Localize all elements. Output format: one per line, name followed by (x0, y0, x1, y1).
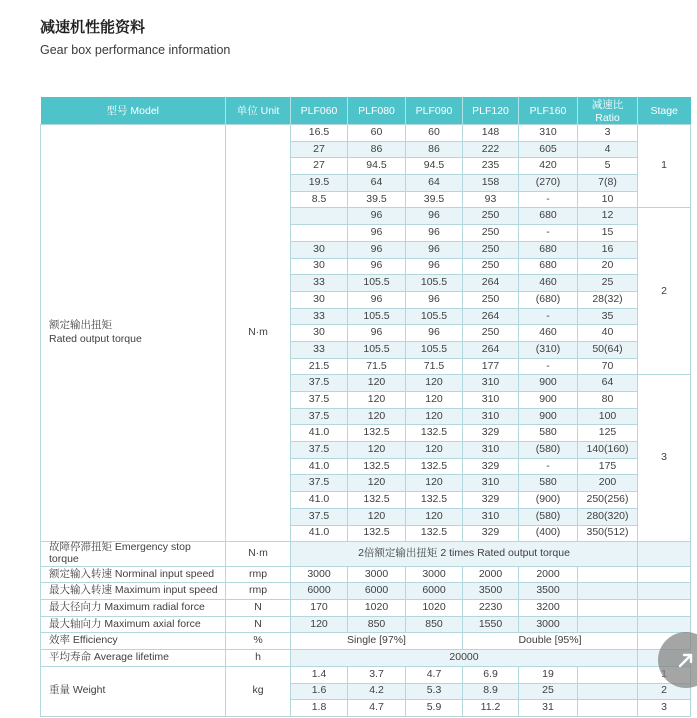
value-cell: 310 (519, 125, 578, 142)
value-cell: 30 (291, 258, 348, 275)
value-cell: 2000 (519, 566, 578, 583)
value-cell: 71.5 (348, 358, 406, 375)
ratio-cell: 28(32) (578, 291, 638, 308)
value-cell: 120 (406, 375, 463, 392)
spec-label-cell: 额定输入转速 Norminal input speed (41, 566, 226, 583)
value-cell: 105.5 (406, 341, 463, 358)
ratio-cell: 10 (578, 191, 638, 208)
value-cell: 37.5 (291, 408, 348, 425)
ratio-cell: 4 (578, 141, 638, 158)
value-cell: 27 (291, 158, 348, 175)
value-cell: 120 (348, 508, 406, 525)
ratio-cell: 70 (578, 358, 638, 375)
ratio-cell: 64 (578, 375, 638, 392)
value-cell: 2230 (463, 600, 519, 617)
value-cell: 3000 (519, 616, 578, 633)
value-cell: 120 (406, 392, 463, 409)
ratio-cell: 350(512) (578, 525, 638, 542)
value-cell: 21.5 (291, 358, 348, 375)
value-cell: 31 (519, 700, 578, 717)
value-cell: 250 (463, 225, 519, 242)
value-cell: 120 (291, 616, 348, 633)
value-cell: 3.7 (348, 666, 406, 683)
value-cell: 64 (406, 175, 463, 192)
value-cell: 250 (463, 258, 519, 275)
value-cell: 680 (519, 208, 578, 225)
value-cell: 41.0 (291, 525, 348, 542)
value-cell: 8.9 (463, 683, 519, 700)
value-cell: 132.5 (348, 425, 406, 442)
value-cell: 132.5 (348, 525, 406, 542)
table-row (41, 600, 691, 617)
spec-label-cell: 最大径向力 Maximum radial force (41, 600, 226, 617)
value-cell: 93 (463, 191, 519, 208)
col-header-plf090: PLF090 (406, 97, 463, 125)
ratio-empty-cell (578, 583, 638, 600)
value-cell: 33 (291, 308, 348, 325)
value-cell: 6000 (406, 583, 463, 600)
stage-cell: 2 (638, 208, 691, 375)
value-cell: 120 (406, 408, 463, 425)
value-cell: 94.5 (406, 158, 463, 175)
value-cell: 71.5 (406, 358, 463, 375)
stage-empty-cell (638, 600, 691, 617)
value-cell: 27 (291, 141, 348, 158)
value-cell: 3000 (406, 566, 463, 583)
ratio-cell: 80 (578, 392, 638, 409)
value-cell: 96 (348, 208, 406, 225)
value-cell: - (519, 225, 578, 242)
col-header-plf160: PLF160 (519, 97, 578, 125)
value-cell (291, 208, 348, 225)
value-cell: 6000 (291, 583, 348, 600)
ratio-empty-cell (578, 616, 638, 633)
table-row (41, 583, 691, 600)
value-cell: 264 (463, 341, 519, 358)
value-cell: 900 (519, 375, 578, 392)
value-cell: 33 (291, 275, 348, 292)
value-cell (291, 225, 348, 242)
ratio-cell: 16 (578, 241, 638, 258)
value-cell: 41.0 (291, 458, 348, 475)
ratio-cell: 3 (578, 125, 638, 142)
value-cell: 96 (348, 225, 406, 242)
value-cell: 19.5 (291, 175, 348, 192)
value-cell: 96 (406, 225, 463, 242)
ratio-empty-cell (578, 566, 638, 583)
value-cell: 580 (519, 425, 578, 442)
ratio-cell: 7(8) (578, 175, 638, 192)
table-row (41, 633, 691, 650)
ratio-cell: 100 (578, 408, 638, 425)
ratio-empty-cell (578, 700, 638, 717)
value-cell: 120 (406, 442, 463, 459)
value-cell: 132.5 (348, 458, 406, 475)
value-cell: 96 (348, 258, 406, 275)
value-cell: - (519, 358, 578, 375)
value-cell: 132.5 (406, 492, 463, 509)
value-cell: 60 (406, 125, 463, 142)
spec-label-cell: 最大轴向力 Maximum axial force (41, 616, 226, 633)
value-cell: 2000 (463, 566, 519, 583)
unit-cell: kg (226, 666, 291, 716)
value-cell: 329 (463, 492, 519, 509)
value-cell: 96 (406, 208, 463, 225)
value-cell: 222 (463, 141, 519, 158)
value-cell: 460 (519, 275, 578, 292)
value-cell: 680 (519, 241, 578, 258)
ratio-cell: 250(256) (578, 492, 638, 509)
table-row (41, 566, 691, 583)
model-label-zh: 额定输出扭矩 (49, 319, 112, 332)
table-row (41, 616, 691, 633)
value-cell: 1.8 (291, 700, 348, 717)
value-cell: 6000 (348, 583, 406, 600)
value-cell: 120 (406, 508, 463, 525)
value-cell: 39.5 (406, 191, 463, 208)
value-cell: (400) (519, 525, 578, 542)
col-header-plf080: PLF080 (348, 97, 406, 125)
value-cell: 37.5 (291, 508, 348, 525)
value-cell: 900 (519, 392, 578, 409)
value-cell: 1.6 (291, 683, 348, 700)
value-cell: 680 (519, 258, 578, 275)
value-cell: 11.2 (463, 700, 519, 717)
value-cell: 605 (519, 141, 578, 158)
ratio-cell: 5 (578, 158, 638, 175)
value-cell: 4.7 (406, 666, 463, 683)
value-cell: 170 (291, 600, 348, 617)
value-cell: 177 (463, 358, 519, 375)
value-cell: 900 (519, 408, 578, 425)
value-cell: 310 (463, 375, 519, 392)
col-header-unit: 单位 Unit (226, 97, 291, 125)
value-cell: 120 (348, 475, 406, 492)
value-cell: 105.5 (406, 275, 463, 292)
value-cell: 235 (463, 158, 519, 175)
ratio-empty-cell (578, 600, 638, 617)
col-header-plf120: PLF120 (463, 97, 519, 125)
value-cell: 5.3 (406, 683, 463, 700)
value-cell: 460 (519, 325, 578, 342)
value-cell: 1.4 (291, 666, 348, 683)
ratio-cell: 280(320) (578, 508, 638, 525)
value-cell: 60 (348, 125, 406, 142)
model-label-en: Rated output torque (49, 333, 142, 346)
spec-label-cell: 故障停滞扭矩 Emergency stop torque (41, 542, 226, 567)
catalog-page (0, 16, 697, 714)
value-cell: 1020 (348, 600, 406, 617)
value-cell: 96 (406, 241, 463, 258)
col-header-model: 型号 Model (41, 97, 226, 125)
value-cell: 8.5 (291, 191, 348, 208)
value-cell: 3000 (348, 566, 406, 583)
value-cell: 19 (519, 666, 578, 683)
value-cell: 132.5 (406, 458, 463, 475)
value-cell: 64 (348, 175, 406, 192)
unit-cell: rmp (226, 583, 291, 600)
value-cell: 3500 (519, 583, 578, 600)
ratio-cell: 50(64) (578, 341, 638, 358)
efficiency-single-cell: Single [97%] (291, 633, 463, 650)
merged-value-cell: 20000 (291, 650, 638, 667)
stage-value-cell: 2 (638, 683, 691, 700)
value-cell: 329 (463, 458, 519, 475)
value-cell: 310 (463, 508, 519, 525)
stage-cell: 1 (638, 125, 691, 208)
value-cell: 5.9 (406, 700, 463, 717)
unit-cell: N·m (226, 125, 291, 542)
value-cell: 329 (463, 525, 519, 542)
value-cell: 850 (348, 616, 406, 633)
ratio-cell: 200 (578, 475, 638, 492)
value-cell: 120 (348, 408, 406, 425)
value-cell: 30 (291, 291, 348, 308)
col-header-plf060: PLF060 (291, 97, 348, 125)
unit-cell: N·m (226, 542, 291, 567)
value-cell: 96 (348, 241, 406, 258)
ratio-empty-cell (578, 666, 638, 683)
table-row (41, 125, 691, 142)
value-cell: 120 (348, 442, 406, 459)
value-cell: 41.0 (291, 492, 348, 509)
stage-empty-cell (638, 583, 691, 600)
value-cell: 120 (406, 475, 463, 492)
value-cell: - (519, 308, 578, 325)
value-cell: 850 (406, 616, 463, 633)
value-cell: 132.5 (406, 525, 463, 542)
value-cell: 96 (406, 325, 463, 342)
value-cell: 264 (463, 308, 519, 325)
value-cell: 250 (463, 325, 519, 342)
stage-cell: 3 (638, 375, 691, 542)
value-cell: 105.5 (348, 308, 406, 325)
value-cell: 25 (519, 683, 578, 700)
value-cell: 1550 (463, 616, 519, 633)
value-cell: 30 (291, 325, 348, 342)
ratio-cell: 12 (578, 208, 638, 225)
value-cell: 37.5 (291, 442, 348, 459)
page-subtitle: Gear box performance information (40, 43, 231, 57)
value-cell: 120 (348, 375, 406, 392)
value-cell: 310 (463, 392, 519, 409)
merged-value-cell: 2倍额定输出扭矩 2 times Rated output torque (291, 542, 638, 567)
value-cell: 580 (519, 475, 578, 492)
header-row (41, 97, 691, 125)
value-cell: (310) (519, 341, 578, 358)
table-row (41, 650, 691, 667)
ratio-cell: 15 (578, 225, 638, 242)
table-row (41, 666, 691, 683)
value-cell: - (519, 458, 578, 475)
value-cell: 96 (348, 325, 406, 342)
value-cell: - (519, 191, 578, 208)
value-cell: (580) (519, 442, 578, 459)
arrow-up-right-icon (674, 648, 697, 672)
unit-cell: h (226, 650, 291, 667)
value-cell: 310 (463, 475, 519, 492)
col-header-stage: Stage (638, 97, 691, 125)
value-cell: 3500 (463, 583, 519, 600)
value-cell: (900) (519, 492, 578, 509)
stage-empty-cell (638, 566, 691, 583)
value-cell: (270) (519, 175, 578, 192)
value-cell: 96 (406, 291, 463, 308)
ratio-cell: 175 (578, 458, 638, 475)
ratio-empty-cell (578, 683, 638, 700)
value-cell: 16.5 (291, 125, 348, 142)
value-cell: (680) (519, 291, 578, 308)
value-cell: 37.5 (291, 392, 348, 409)
performance-table (40, 97, 691, 717)
value-cell: 3000 (291, 566, 348, 583)
page-title: 减速机性能资料 (40, 19, 146, 36)
stage-empty-cell (638, 616, 691, 633)
value-cell: (580) (519, 508, 578, 525)
value-cell: 6.9 (463, 666, 519, 683)
value-cell: 120 (348, 392, 406, 409)
value-cell: 250 (463, 208, 519, 225)
value-cell: 105.5 (348, 341, 406, 358)
weight-label-cell: 重量 Weight (41, 666, 226, 716)
value-cell: 37.5 (291, 375, 348, 392)
value-cell: 105.5 (406, 308, 463, 325)
stage-value-cell: 3 (638, 700, 691, 717)
value-cell: 33 (291, 341, 348, 358)
value-cell: 96 (406, 258, 463, 275)
value-cell: 37.5 (291, 475, 348, 492)
unit-cell: rmp (226, 566, 291, 583)
spec-label-cell: 效率 Efficiency (41, 633, 226, 650)
value-cell: 30 (291, 241, 348, 258)
ratio-cell: 140(160) (578, 442, 638, 459)
value-cell: 96 (348, 291, 406, 308)
value-cell: 94.5 (348, 158, 406, 175)
value-cell: 105.5 (348, 275, 406, 292)
ratio-cell: 125 (578, 425, 638, 442)
value-cell: 250 (463, 291, 519, 308)
value-cell: 420 (519, 158, 578, 175)
spec-label-cell: 平均寿命 Average lifetime (41, 650, 226, 667)
value-cell: 86 (348, 141, 406, 158)
unit-cell: N (226, 616, 291, 633)
col-header-ratio: 减速比 Ratio (578, 97, 638, 125)
value-cell: 132.5 (348, 492, 406, 509)
value-cell: 264 (463, 275, 519, 292)
value-cell: 3200 (519, 600, 578, 617)
ratio-cell: 20 (578, 258, 638, 275)
ratio-cell: 25 (578, 275, 638, 292)
value-cell: 4.2 (348, 683, 406, 700)
ratio-cell: 35 (578, 308, 638, 325)
table-row (41, 542, 691, 567)
value-cell: 132.5 (406, 425, 463, 442)
value-cell: 310 (463, 442, 519, 459)
spec-label-cell: 最大输入转速 Maximum input speed (41, 583, 226, 600)
value-cell: 250 (463, 241, 519, 258)
stage-empty-cell (638, 542, 691, 567)
value-cell: 310 (463, 408, 519, 425)
model-label-cell (41, 125, 226, 542)
ratio-cell: 40 (578, 325, 638, 342)
value-cell: 4.7 (348, 700, 406, 717)
value-cell: 39.5 (348, 191, 406, 208)
value-cell: 1020 (406, 600, 463, 617)
value-cell: 86 (406, 141, 463, 158)
value-cell: 329 (463, 425, 519, 442)
value-cell: 148 (463, 125, 519, 142)
unit-cell: % (226, 633, 291, 650)
value-cell: 41.0 (291, 425, 348, 442)
unit-cell: N (226, 600, 291, 617)
efficiency-double-cell: Double [95%] (463, 633, 638, 650)
value-cell: 158 (463, 175, 519, 192)
